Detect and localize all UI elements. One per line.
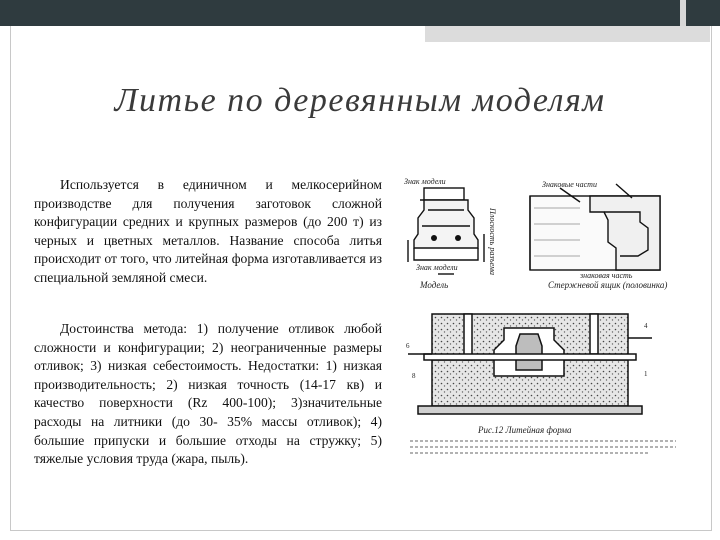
svg-text:8: 8 (412, 372, 416, 380)
caption-form: Рис.12 Литейная форма (478, 425, 572, 435)
svg-text:Знаковые части: Знаковые части (542, 180, 597, 189)
riser (590, 314, 598, 354)
paragraph-usage (34, 176, 382, 288)
caption-corebox: Стержневой ящик (половинка) (548, 280, 668, 290)
svg-text:1: 1 (644, 370, 648, 378)
casting-form-drawing (404, 298, 656, 424)
model-body (414, 200, 478, 248)
top-bar (0, 0, 720, 26)
svg-text:Знак модели: Знак модели (404, 178, 446, 186)
svg-text:знаковая часть: знаковая часть (580, 271, 633, 280)
paragraph-pros-cons-text: Достоинства метода: 1) получение отливок любой сложности и конфигурации; 2) неограниченные размеры отливок; 3) низкая себестоимость. Недостатки: 1) низкая производительность; 2) низкая точность (14-17 кв) и качество поверхности (Rz 400-100); 3)значительные расходы на литники (до 30- 35% массы отливок); 4) большие припуски и большие отходы на стружку; 5) тяжелые условия труда (жара, пыль). (34, 321, 382, 467)
model-drawing (398, 178, 498, 288)
svg-text:Плоскость разъема: Плоскость разъема (488, 208, 497, 275)
svg-text:Знак модели: Знак модели (416, 263, 458, 272)
slide-title: Литье по деревянным моделям (114, 82, 606, 119)
caption-model: Модель (420, 280, 449, 290)
core (516, 334, 542, 370)
svg-text:4: 4 (644, 322, 648, 330)
svg-text:6: 6 (406, 342, 410, 350)
model-top-sign (424, 188, 464, 200)
paragraph-pros-cons (34, 320, 382, 469)
figure-legend (408, 436, 678, 456)
sprue (464, 314, 472, 360)
top-bar-accent (680, 0, 686, 26)
corebox-drawing (520, 178, 670, 282)
paragraph-usage-text: Используется в единичном и мелкосерийном производстве для получения заготовок сложной конфигурации средних и крупных размеров (до 200 т) из черных и цветных металлов. Название способа литья происходит от того, что литейная форма изготавливается из специальной земляной смеси. (34, 177, 382, 285)
base-plate (418, 406, 642, 414)
